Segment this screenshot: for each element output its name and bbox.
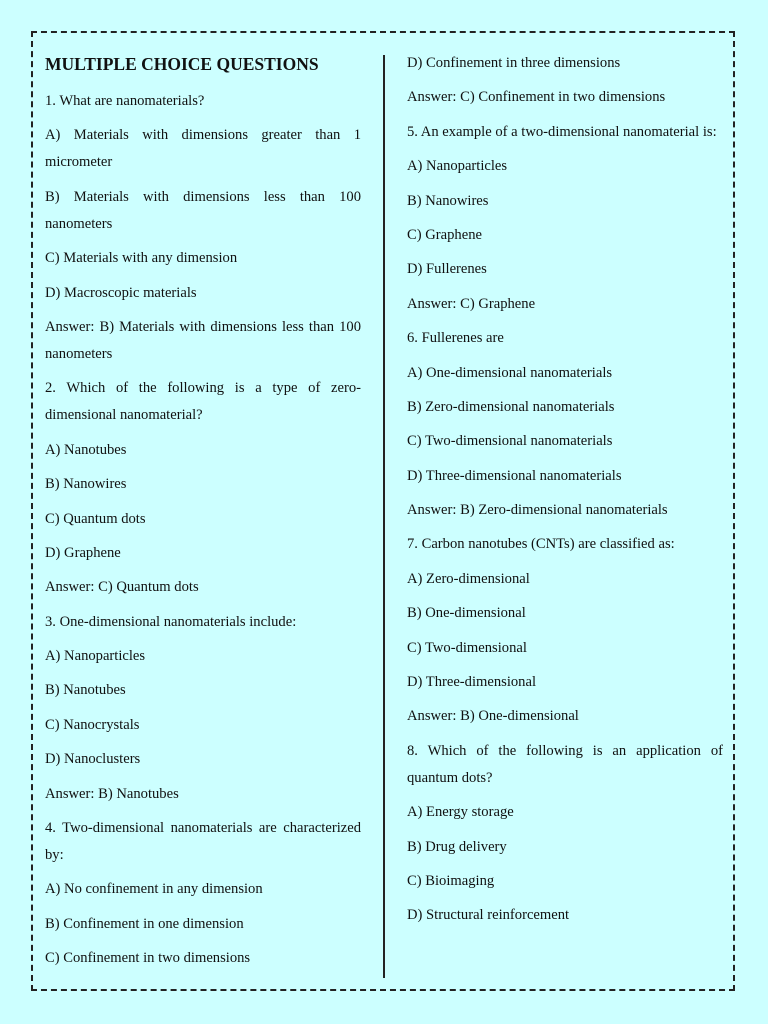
- left-column: [45, 50, 361, 980]
- page-title: MULTIPLE CHOICE QUESTIONS: [45, 54, 319, 74]
- option-8d: D) Structural reinforcement: [407, 907, 570, 924]
- question-4: 4. Two-dimensional nanomaterials are characterized by:: [45, 820, 361, 864]
- option-5b: B) Nanowires: [407, 192, 489, 209]
- option-1a: A) Materials with dimensions greater than 1 micrometer: [45, 127, 361, 171]
- option-4c: C) Confinement in two dimensions: [45, 950, 251, 967]
- option-6b: B) Zero-dimensional nanomaterials: [407, 398, 615, 415]
- option-5d: D) Fullerenes: [407, 261, 487, 278]
- option-5a: A) Nanoparticles: [407, 158, 508, 175]
- option-6d: D) Three-dimensional nanomaterials: [407, 467, 622, 484]
- question-3: 3. One-dimensional nanomaterials include:: [45, 613, 297, 630]
- option-3c: C) Nanocrystals: [45, 716, 140, 733]
- option-7b: B) One-dimensional: [407, 605, 526, 622]
- option-2b: B) Nanowires: [45, 476, 127, 493]
- option-8c: C) Bioimaging: [407, 872, 495, 889]
- option-1b: B) Materials with dimensions less than 100 nanometers: [45, 188, 361, 232]
- option-5c: C) Graphene: [407, 226, 482, 243]
- answer-4: Answer: C) Confinement in two dimensions: [407, 89, 666, 106]
- option-3d: D) Nanoclusters: [45, 751, 141, 768]
- option-8a: A) Energy storage: [407, 804, 514, 821]
- option-2d: D) Graphene: [45, 544, 121, 561]
- option-3b: B) Nanotubes: [45, 682, 126, 699]
- question-8: 8. Which of the following is an application of quantum dots?: [407, 742, 723, 786]
- option-3a: A) Nanoparticles: [45, 648, 146, 665]
- option-6a: A) One-dimensional nanomaterials: [407, 364, 613, 381]
- answer-5: Answer: C) Graphene: [407, 295, 536, 312]
- option-4d: D) Confinement in three dimensions: [407, 55, 621, 71]
- answer-3: Answer: B) Nanotubes: [45, 785, 179, 802]
- option-7d: D) Three-dimensional: [407, 674, 537, 691]
- option-7c: C) Two-dimensional: [407, 639, 527, 656]
- option-6c: C) Two-dimensional nanomaterials: [407, 433, 613, 450]
- option-8b: B) Drug delivery: [407, 838, 507, 855]
- question-7: 7. Carbon nanotubes (CNTs) are classified as:: [407, 536, 675, 553]
- option-2c: C) Quantum dots: [45, 510, 146, 527]
- answer-6: Answer: B) Zero-dimensional nanomaterials: [407, 502, 668, 519]
- option-1d: D) Macroscopic materials: [45, 284, 197, 301]
- option-2a: A) Nanotubes: [45, 441, 127, 458]
- question-6: 6. Fullerenes are: [407, 330, 504, 347]
- option-7a: A) Zero-dimensional: [407, 570, 530, 587]
- answer-2: Answer: C) Quantum dots: [45, 579, 199, 596]
- option-4b: B) Confinement in one dimension: [45, 915, 244, 932]
- answer-1: Answer: B) Materials with dimensions less than 100 nanometers: [45, 318, 361, 362]
- column-divider: [383, 55, 385, 978]
- answer-7: Answer: B) One-dimensional: [407, 708, 579, 725]
- question-1: 1. What are nanomaterials?: [45, 93, 205, 109]
- right-column: [407, 50, 723, 937]
- question-5: 5. An example of a two-dimensional nanomaterial is:: [407, 123, 717, 140]
- option-1c: C) Materials with any dimension: [45, 250, 238, 267]
- option-4a: A) No confinement in any dimension: [45, 881, 263, 898]
- question-2: 2. Which of the following is a type of zero-dimensional nanomaterial?: [45, 380, 361, 424]
